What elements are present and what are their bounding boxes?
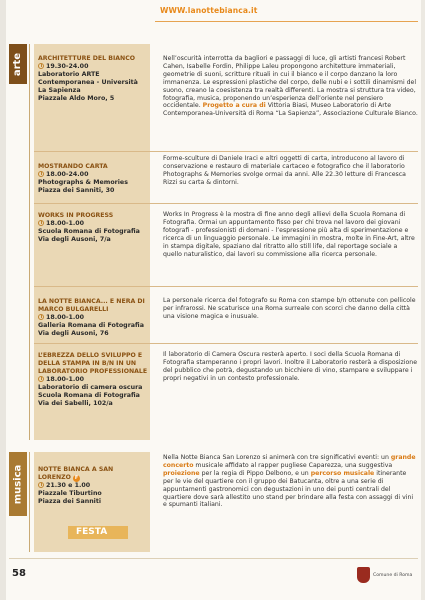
event-title — [38, 466, 148, 482]
venue-line: Piazzale Aldo Moro, 5 — [38, 95, 115, 102]
row-separator — [34, 286, 418, 287]
time-text: 18.00-1.00 — [46, 220, 85, 227]
badge-icon — [73, 475, 80, 482]
venue-line: Piazza dei Sanniti, 30 — [38, 187, 115, 194]
event-info — [38, 55, 148, 103]
event-info — [38, 298, 148, 338]
time-text: 21.30 e 1.00 — [46, 482, 91, 489]
title-text: NOTTE BIANCA A SAN LORENZO — [38, 466, 114, 481]
venue-line: La Sapienza — [38, 87, 81, 94]
page-number: 58 — [12, 568, 26, 579]
event-title: L’EBREZZA DELLO SVILUPPO E DELLA STAMPA IN B/N IN UN LABORATORIO PROFESSIONALE — [38, 352, 148, 375]
description-text: Vittoria Biasi, Museo Laboratorio di Arte Contemporanea-Università di Roma “La Sapienza”, Associazione Culturale Bianco. — [163, 102, 418, 118]
highlight-text: percorso musicale — [310, 469, 375, 477]
highlight-text: Progetto a cura di — [202, 102, 266, 110]
event-description — [163, 55, 418, 118]
event-title: MOSTRANDO CARTA — [38, 163, 108, 170]
comune-logo — [357, 567, 417, 587]
description-text: musicale affidato al rapper pugliese Caparezza, una suggestiva — [195, 461, 393, 469]
time-text: 18.00-24.00 — [46, 171, 89, 178]
description-text: Nella Notte Bianca San Lorenzo si animerà con tre significativi eventi: un — [163, 454, 389, 461]
venue-line: Via dei Sabelli, 102/a — [38, 400, 113, 407]
badge-text: F — [74, 475, 79, 481]
venue-line: Scuola Romana di Fotografia — [38, 392, 140, 399]
row-separator — [34, 343, 418, 344]
venue-line: Scuola Romana di Fotografia — [38, 228, 140, 235]
description-text: Nell’oscurità interrotta da bagliori e passaggi di luce, gli artisti francesi Robert Cahen, Isabelle Fordin, Philippe Laleu propongono architetture immateriali, geometrie di suoni, scritture rituali in cui il bianco e il corpo danzano la loro immanenza. Le espressioni plastiche del corpo, delle nubi e i sottili dinamismi del suono, creano la coesistenza tra realtà differenti. La mostra si struttura tra video, fotografia, musica, proponendo un’esperienza dell’oriente nel pensiero occidentale. — [163, 55, 417, 110]
event-title: ARCHITETTURE DEL BIANCO — [38, 55, 136, 62]
event-info — [38, 212, 148, 244]
event-info — [38, 466, 148, 506]
divider — [29, 452, 30, 552]
highlight-text: proiezione — [163, 469, 200, 477]
event-description: Works In Progress è la mostra di fine anno degli allievi della Scuola Romana di Fotografia. Ormai un appuntamento fisso per chi trova nel lavoro dei giovani fotografi - professionisti di domani - l’espressione più alta di sperimentazione e ricerca di un linguaggio personale. Le immagini in mostra, molte in Fine-Art, altre in stampa digitale, spaziano dal ritratto allo still life, dal reportage sociale a quello naturalistico, dai lavori su commissione alla ricerca personale. — [163, 211, 415, 258]
venue-line: Photographs & Memories — [38, 179, 128, 186]
event-time — [38, 63, 148, 71]
section-label: arte — [12, 52, 24, 76]
event-info — [38, 163, 148, 195]
event-description: Il laboratorio di Camera Oscura resterà aperto. I soci della Scuola Romana di Fotografia stamperanno i propri lavori. Inoltre il Laboratorio resterà a disposizione del pubblico che potrà, degustando un bicchiere di vino, stampare e sviluppare i propri negativi in un contesto professionale. — [163, 351, 418, 382]
highlight-text: grande concerto — [163, 454, 416, 469]
clock-icon — [38, 314, 44, 320]
event-time — [38, 482, 148, 490]
page-edge — [421, 0, 425, 600]
event-description — [163, 454, 418, 509]
divider — [29, 44, 30, 440]
section-label: musica — [12, 464, 24, 504]
logo-text: Comune di Roma — [373, 573, 413, 578]
time-text: 19.30-24.00 — [46, 63, 89, 70]
venue-line: Galleria Romana di Fotografia — [38, 322, 144, 329]
festa-tag: FESTA — [68, 526, 128, 539]
event-time — [38, 376, 148, 384]
event-time — [38, 314, 148, 322]
event-time — [38, 171, 148, 179]
description-text: itinerante per le vie del quartiere con il gruppo dei Batucanta, oltre a una serie di appuntamenti gastronomici con degustazioni in uno dei punti centrali del quartiere dove sarà allestito uno stand per brindare alla festa con assaggi di vini e spumanti italiani. — [163, 469, 414, 509]
venue-line: Piazzale Tiburtino — [38, 490, 102, 497]
section-tab-musica — [9, 452, 27, 516]
venue-line: Piazza dei Sanniti — [38, 498, 101, 505]
venue-line: Laboratorio di camera oscura — [38, 384, 143, 391]
time-text: 18.00-1.00 — [46, 376, 85, 383]
row-separator — [34, 203, 418, 204]
time-text: 18.00-1.00 — [46, 314, 85, 321]
description-text: per la regia di Pippo Delbono, e un — [201, 469, 309, 477]
event-description: La personale ricerca del fotografo su Roma con stampe b/n ottenute con pellicole per infrarossi. Ne scaturisce una Roma surreale con scorci che danno della città una visione magica e inusuale. — [163, 297, 416, 320]
page-edge — [0, 0, 6, 600]
venue-line: Laboratorio ARTE — [38, 71, 100, 78]
venue-line: Via degli Ausoni, 7/a — [38, 236, 111, 243]
venue-line: Via degli Ausoni, 76 — [38, 330, 109, 337]
clock-icon — [38, 482, 44, 488]
event-time — [38, 220, 148, 228]
shield-icon — [357, 567, 370, 583]
clock-icon — [38, 171, 44, 177]
event-title: WORKS IN PROGRESS — [38, 212, 114, 219]
footer-rule — [9, 558, 418, 559]
event-title: LA NOTTE BIANCA... E NERA DI MARCO BULGARELLI — [38, 298, 145, 313]
event-info — [38, 352, 148, 408]
section-tab-arte — [9, 44, 27, 84]
venue-line: Contemporanea - Università — [38, 79, 138, 86]
row-separator — [34, 151, 418, 152]
clock-icon — [38, 376, 44, 382]
clock-icon — [38, 63, 44, 69]
event-description: Forme-sculture di Daniele Iraci e altri oggetti di carta, introducono al lavoro di conservazione e restauro di materiale cartaceo e fotografico che il laboratorio Photographs & Memories svolge ormai da anni. Alle 22.30 letture di Francesca Rizzi su carta & dintorni. — [163, 155, 406, 186]
website-url[interactable]: WWW.lanottebianca.it — [160, 6, 258, 15]
header-rule — [155, 21, 418, 22]
clock-icon — [38, 220, 44, 226]
